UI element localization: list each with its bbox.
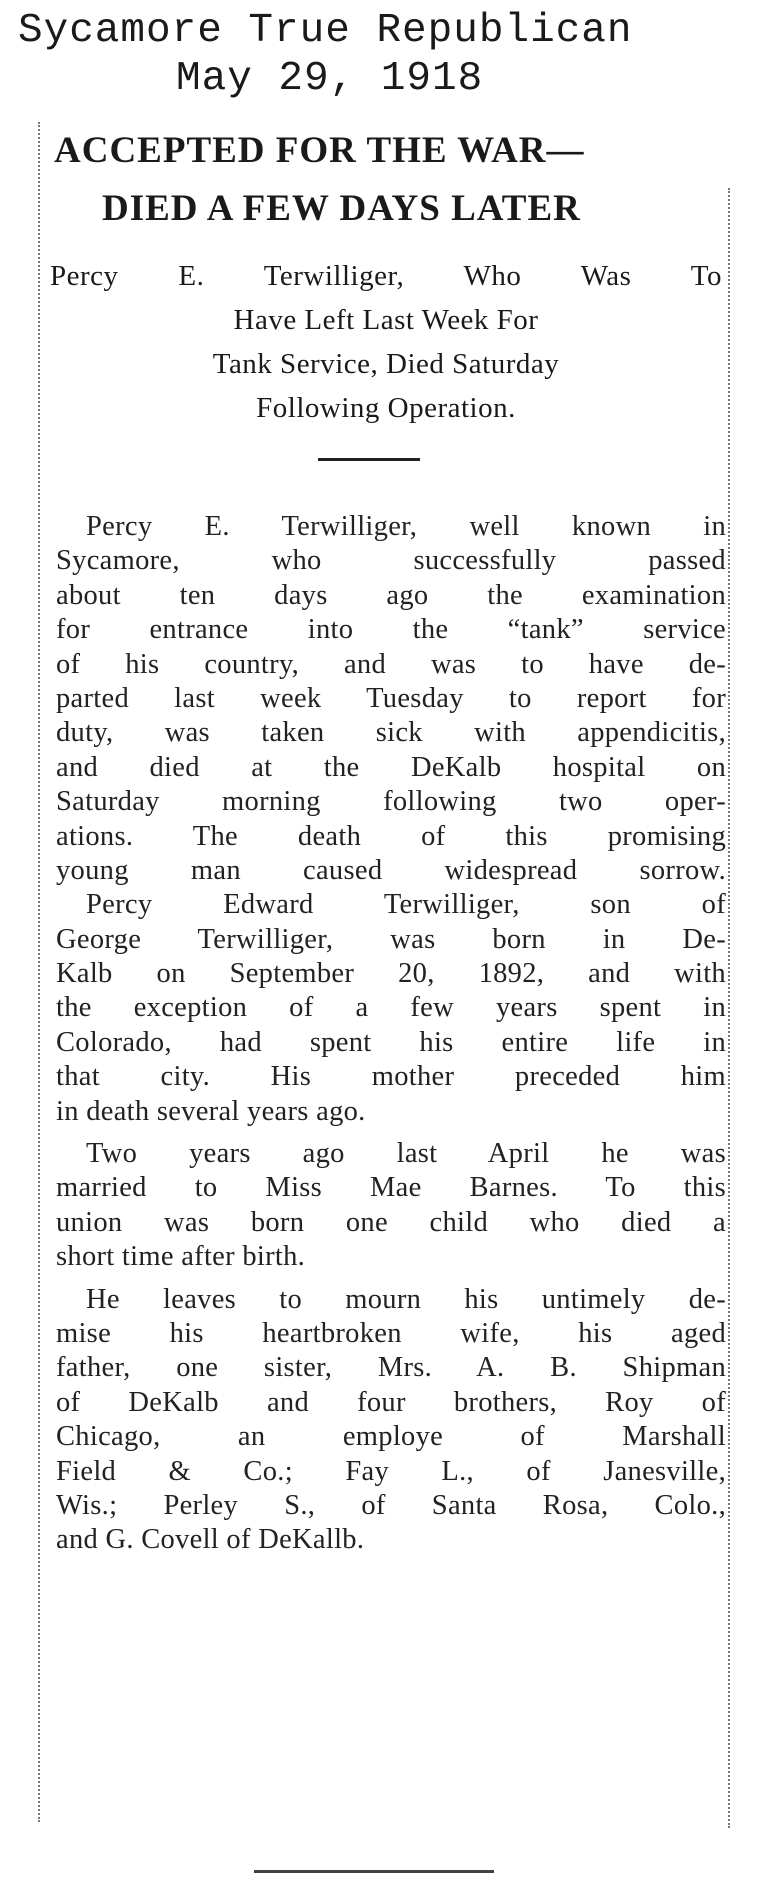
text-line: the exception of a few years spent in [56,992,726,1024]
text-line: Chicago, an employe of Marshall [56,1421,726,1453]
text-line: mise his heartbroken wife, his aged [56,1317,726,1349]
newspaper-clipping [30,118,738,1858]
text-line: Saturday morning following two oper- [56,786,726,818]
text-line: that city. His mother preceded him [56,1061,726,1093]
text-line: and G. Covell of DeKallb. [56,1524,365,1556]
publication-name: Sycamore True Republican [18,8,633,54]
text-line: and died at the DeKalb hospital on [56,751,726,783]
text-line: of his country, and was to have de- [56,648,726,680]
text-line: parted last week Tuesday to report for [56,682,726,714]
text-line: Kalb on September 20, 1892, and with [56,958,726,990]
text-line: ations. The death of this promising [56,820,726,852]
text-line: father, one sister, Mrs. A. B. Shipman [56,1352,726,1384]
source-citation [0,0,769,118]
text-line: married to Miss Mae Barnes. To this [56,1172,726,1204]
headline-line: ACCEPTED FOR THE WAR— [54,130,585,171]
end-divider [254,1870,494,1873]
paragraph-4 [56,1283,726,1558]
subheadline-line: Following Operation. [256,392,516,424]
section-divider [318,458,420,461]
text-line: for entrance into the “tank” service [56,614,726,646]
text-line: He leaves to mourn his untimely de- [86,1283,726,1315]
article-body [56,510,726,1558]
text-line: Field & Co.; Fay L., of Janesville, [56,1455,726,1487]
text-line: Sycamore, who successfully passed [56,545,726,577]
subheadline-line: Have Left Last Week For [233,304,539,336]
text-line: about ten days ago the examination [56,579,726,611]
text-line: in death several years ago. [56,1095,366,1127]
subheadline-line: Percy E. Terwilliger, Who Was To [50,260,722,292]
text-line: young man caused widespread sorrow. [56,854,726,886]
text-line: Colorado, had spent his entire life in [56,1026,726,1058]
publication-date: May 29, 1918 [176,56,484,102]
text-line: Percy Edward Terwilliger, son of [86,889,726,921]
text-line: Wis.; Perley S., of Santa Rosa, Colo., [56,1489,726,1521]
text-line: of DeKalb and four brothers, Roy of [56,1386,726,1418]
text-line: union was born one child who died a [56,1206,726,1238]
headline-line: DIED A FEW DAYS LATER [102,188,581,229]
article-subheadline [50,254,722,430]
paragraph-3 [56,1137,726,1275]
text-line: George Terwilliger, was born in De- [56,923,726,955]
text-line: Percy E. Terwilliger, well known in [86,511,726,542]
paragraph-1 [56,510,726,888]
text-line: short time after birth. [56,1241,306,1273]
article-headline [54,122,724,238]
paragraph-2 [56,888,726,1129]
text-line: duty, was taken sick with appendicitis, [56,717,726,749]
column-rule-left [38,122,40,1822]
column-rule-right [728,188,730,1828]
subheadline-line: Tank Service, Died Saturday [212,348,560,380]
text-line: Two years ago last April he was [86,1138,726,1170]
